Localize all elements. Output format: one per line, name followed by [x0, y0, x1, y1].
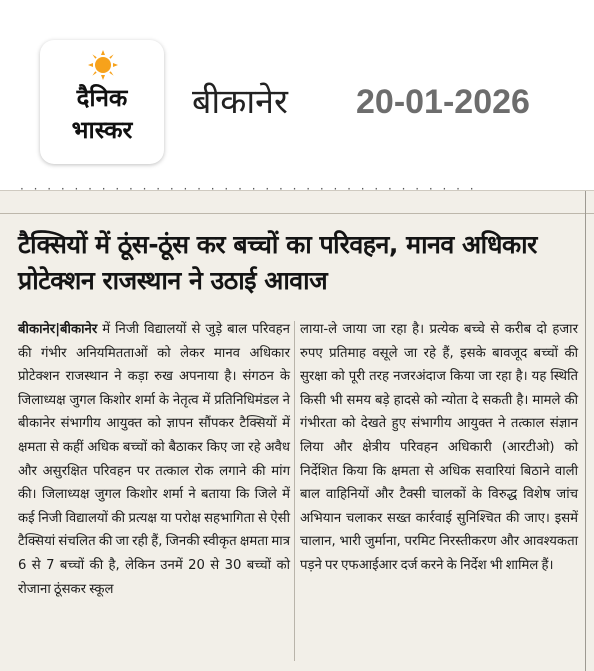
logo-text-line2: भास्कर [71, 116, 133, 144]
edition-date: 20-01-2026 [356, 83, 530, 121]
article-column-right-text: लाया-ले जाया जा रहा है। प्रत्येक बच्चे से करीब दो हजार रुपए प्रतिमाह वसूले जा रहे हैं, इसके बावजूद बच्चों की सुरक्षा को पूरी तरह नजरअंदाज किया जा रहा है। यह स्थिति किसी भी समय बड़े हादसे को न्योता दे सकती है। मामले की गंभीरता को देखते हुए संभागीय आयुक्त ने तत्काल संज्ञान लिया और क्षेत्रीय परिवहन अधिकारी (आरटीओ) को निर्देशित किया कि क्षमता से अधिक सवारियां बिठाने वाली बाल वाहिनियों और टैक्सी चालकों के विरुद्ध विशेष जांच अभियान चलाकर सख्त कार्रवाई सुनिश्चित की जाए। इसमें चालान, भारी जुर्माना, परमिट निरस्तीकरण और आवश्यकता पड़ने पर एफआईआर दर्ज करने के निर्देश भी शामिल हैं। [300, 322, 578, 573]
column-rule [585, 191, 586, 671]
article-column-right [300, 318, 578, 578]
sun-icon [88, 50, 118, 80]
logo-text-line1: दैनिक [76, 84, 128, 112]
article-dateline: बीकानेर|बीकानेर [18, 322, 98, 337]
edition-city: बीकानेर [192, 82, 288, 122]
article-column-left [18, 318, 290, 601]
column-divider [294, 321, 295, 661]
news-clipping [0, 182, 594, 671]
article-headline: टैक्सियों में ठूंस-ठूंस कर बच्चों का परिवहन, मानव अधिकार प्रोटेक्शन राजस्थान ने उठाई आवाज [18, 230, 537, 295]
header [0, 0, 594, 190]
dainik-bhaskar-logo[interactable] [40, 40, 164, 164]
article-column-left-text: में निजी विद्यालयों से जुड़े बाल परिवहन की गंभीर अनियमितताओं को लेकर मानव अधिकार प्रोटेक्शन राजस्थान ने कड़ा रुख अपनाया है। संगठन के जिलाध्यक्ष जुगल किशोर शर्मा के नेतृत्व में प्रतिनिधिमंडल ने बीकानेर संभागीय आयुक्त को ज्ञापन सौंपकर टैक्सियों में क्षमता से कहीं अधिक बच्चों को बैठाकर किए जा रहे अवैध और असुरक्षित परिवहन पर तत्काल रोक लगाने की मांग की। जिलाध्यक्ष जुगल किशोर शर्मा ने बताया कि जिले में कई निजी विद्यालयों की प्रत्यक्ष या परोक्ष सहभागिता से ऐसी टैक्सियां संचलित की जा रही हैं, जिनकी स्वीकृत क्षमता मात्र 6 से 7 बच्चों की है, लेकिन उनमें 20 से 30 बच्चों को रोजाना ठूंसकर स्कूल [18, 322, 290, 597]
previous-article-cutoff: · · · · · · · · · · · · · · · · · · · · · · · · · · · · · · · · · · [0, 191, 594, 214]
